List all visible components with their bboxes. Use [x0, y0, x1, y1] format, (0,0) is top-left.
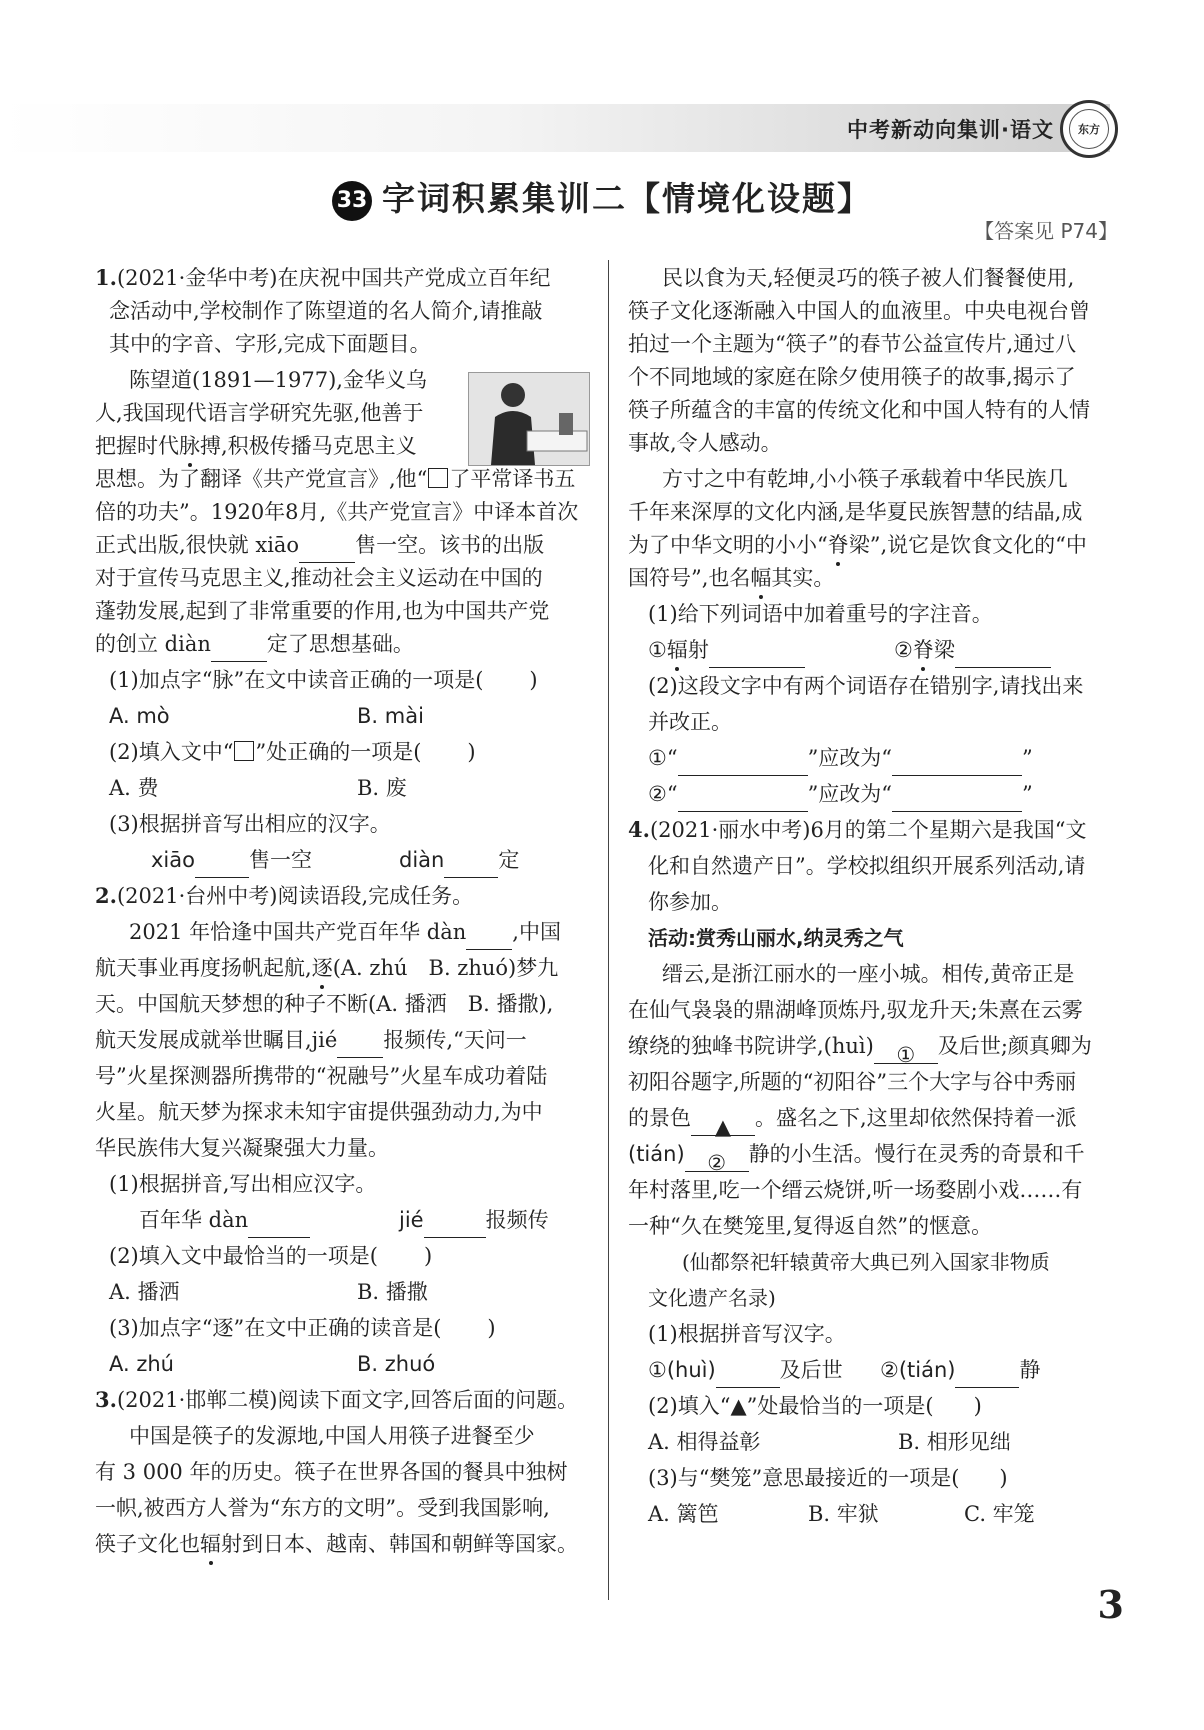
q2-sub3: (3)加点字“逐”在文中正确的读音是( ) [109, 1316, 496, 1340]
q1-stem-line3: 其中的字音、字形,完成下面题目。 [109, 332, 431, 356]
q1-sub2: (2)填入文中“ ”处正确的一项是( ) [109, 740, 476, 764]
q4-stem: 4.(2021·丽水中考)6月的第二个星期六是我国“文 [628, 817, 1087, 842]
fill-blank [299, 536, 355, 563]
q4-sub1: (1)根据拼音写汉字。 [648, 1322, 846, 1346]
q4-note: (仙都祭祀轩辕黄帝大典已列入国家非物质 [682, 1250, 1050, 1274]
portrait-photo [468, 372, 590, 466]
q2-sub1: (1)根据拼音,写出相应汉字。 [109, 1172, 377, 1196]
q3-sub2: (2)这段文字中有两个词语存在错别字,请找出来 [648, 674, 1084, 698]
q2-stem: 2.(2021·台州中考)阅读语段,完成任务。 [95, 883, 474, 908]
q1-stem-line1: 1.(2021·金华中考)在庆祝中国共产党成立百年纪 [95, 265, 551, 290]
q4-passage: 缙云,是浙江丽水的一座小城。相传,黄帝正是 [662, 962, 1075, 986]
q3-passage: 中国是筷子的发源地,中国人用筷子进餐至少 [129, 1424, 535, 1448]
publisher-seal-icon: 东方 [1060, 100, 1118, 158]
page-title: 33 字词积累集训二【情境化设题】 [0, 173, 1204, 221]
q1-sub1: (1)加点字“脉”在文中读音正确的一项是( ) [109, 668, 538, 692]
q3-stem: 3.(2021·邯郸二模)阅读下面文字,回答后面的问题。 [95, 1387, 579, 1412]
column-divider [608, 260, 609, 1600]
emphasis-char: 脉 [179, 428, 200, 464]
blank-box [428, 468, 448, 488]
answer-reference: 【答案见 P74】 [974, 219, 1118, 243]
q4-sub2: (2)填入“▲”处最恰当的一项是( ) [648, 1394, 982, 1418]
activity-heading: 活动:赏秀山丽水,纳灵秀之气 [648, 926, 904, 950]
q4-sub3: (3)与“樊笼”意思最接近的一项是( ) [648, 1466, 1008, 1490]
page-number: 3 [1097, 1582, 1124, 1627]
q2-sub2: (2)填入文中最恰当的一项是( ) [109, 1244, 433, 1268]
series-title: 中考新动向集训·语文 [847, 118, 1054, 142]
fill-blank [211, 635, 267, 662]
q1-stem-line2: 念活动中,学校制作了陈望道的名人简介,请推敲 [109, 299, 543, 323]
q1-passage: 陈望道(1891—1977),金华义乌 [129, 368, 427, 392]
q1-sub3: (3)根据拼音写出相应的汉字。 [109, 812, 391, 836]
q3-sub1: (1)给下列词语中加着重号的字注音。 [648, 602, 993, 626]
q2-passage: 2021 年恰逢中国共产党百年华 dàn ,中国 [129, 914, 561, 950]
section-number: 33 [332, 181, 372, 221]
